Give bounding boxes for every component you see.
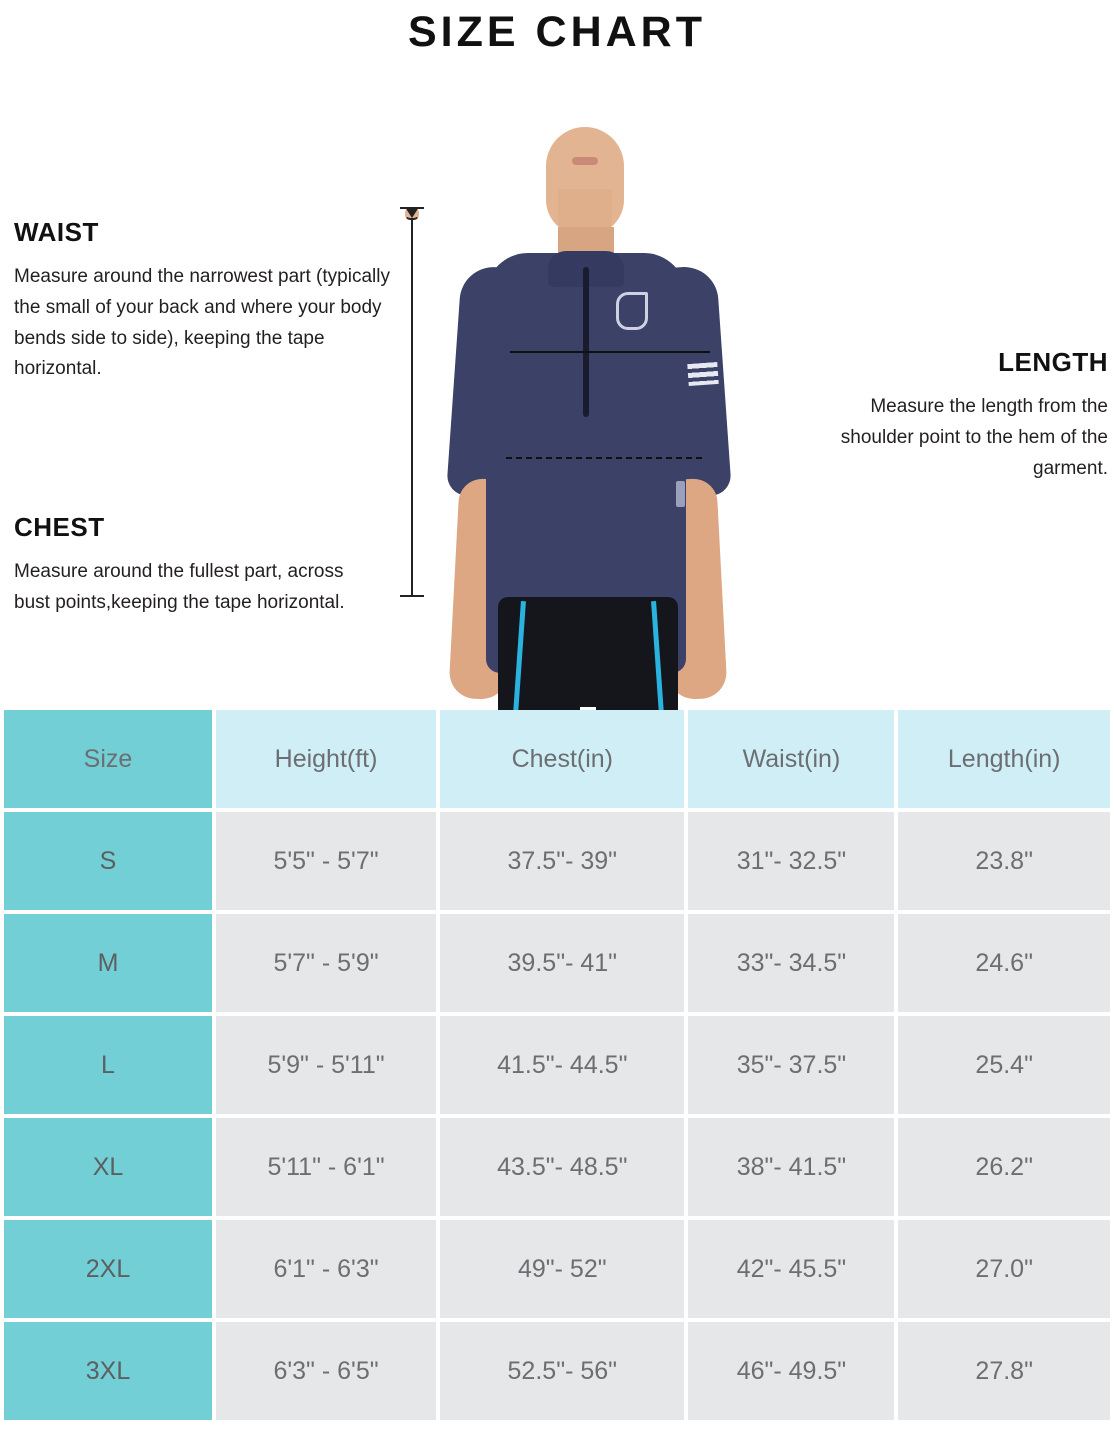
cell-height: 5'7" - 5'9"	[216, 914, 436, 1012]
jersey-zipper	[583, 267, 589, 417]
cell-waist: 42"- 45.5"	[688, 1220, 894, 1318]
column-header-size: Size	[4, 710, 212, 808]
table-row	[4, 914, 1110, 1012]
cell-length: 24.6"	[898, 914, 1110, 1012]
cell-height: 6'1" - 6'3"	[216, 1220, 436, 1318]
cell-chest: 37.5"- 39"	[440, 812, 684, 910]
length-description: Measure the length from the shoulder point to the hem of the garment.	[840, 396, 1108, 479]
cell-waist: 46"- 49.5"	[688, 1322, 894, 1420]
cell-waist: 38"- 41.5"	[688, 1118, 894, 1216]
cell-length: 27.8"	[898, 1322, 1110, 1420]
cell-waist: 31"- 32.5"	[688, 812, 894, 910]
cell-size: 3XL	[4, 1322, 212, 1420]
brand-logo-icon	[616, 292, 648, 330]
waist-description: Measure around the narrowest part (typically the small of your back and where your body bends side to side), keeping the tape horizontal.	[14, 266, 390, 380]
length-section	[808, 347, 1108, 484]
model-illustration	[420, 127, 750, 742]
page-title: SIZE CHART	[408, 8, 706, 56]
cell-height: 5'5" - 5'7"	[216, 812, 436, 910]
cell-height: 5'11" - 6'1"	[216, 1118, 436, 1216]
chest-heading: CHEST	[14, 512, 105, 542]
cell-size: XL	[4, 1118, 212, 1216]
cell-waist: 35"- 37.5"	[688, 1016, 894, 1114]
table-header-row	[4, 710, 1110, 808]
cell-chest: 41.5"- 44.5"	[440, 1016, 684, 1114]
length-heading: LENGTH	[998, 347, 1108, 377]
cell-length: 26.2"	[898, 1118, 1110, 1216]
cell-chest: 43.5"- 48.5"	[440, 1118, 684, 1216]
sleeve-reflective-stripe	[687, 362, 718, 386]
cell-size: L	[4, 1016, 212, 1114]
column-header-length: Length(in)	[898, 710, 1110, 808]
table-row	[4, 1016, 1110, 1114]
column-header-chest: Chest(in)	[440, 710, 684, 808]
cell-waist: 33"- 34.5"	[688, 914, 894, 1012]
cell-chest: 52.5"- 56"	[440, 1322, 684, 1420]
cell-height: 6'3" - 6'5"	[216, 1322, 436, 1420]
model-lips	[572, 157, 598, 165]
size-chart-table	[0, 706, 1114, 1424]
chest-section	[14, 512, 374, 619]
table-row	[4, 1322, 1110, 1420]
waist-heading: WAIST	[14, 217, 99, 247]
table-row	[4, 812, 1110, 910]
cell-length: 23.8"	[898, 812, 1110, 910]
waist-measure-line	[506, 457, 702, 459]
cell-length: 25.4"	[898, 1016, 1110, 1114]
cell-length: 27.0"	[898, 1220, 1110, 1318]
chest-description: Measure around the fullest part, across bust points,keeping the tape horizontal.	[14, 561, 345, 613]
cell-size: 2XL	[4, 1220, 212, 1318]
table-row	[4, 1220, 1110, 1318]
jersey-hem-tag	[676, 481, 685, 507]
cell-size: S	[4, 812, 212, 910]
cell-size: M	[4, 914, 212, 1012]
cell-height: 5'9" - 5'11"	[216, 1016, 436, 1114]
cell-chest: 49"- 52"	[440, 1220, 684, 1318]
illustration-area	[0, 57, 1114, 717]
table-row	[4, 1118, 1110, 1216]
chest-measure-line	[510, 351, 710, 353]
column-header-waist: Waist(in)	[688, 710, 894, 808]
waist-section	[14, 217, 394, 385]
column-header-height: Height(ft)	[216, 710, 436, 808]
cell-chest: 39.5"- 41"	[440, 914, 684, 1012]
